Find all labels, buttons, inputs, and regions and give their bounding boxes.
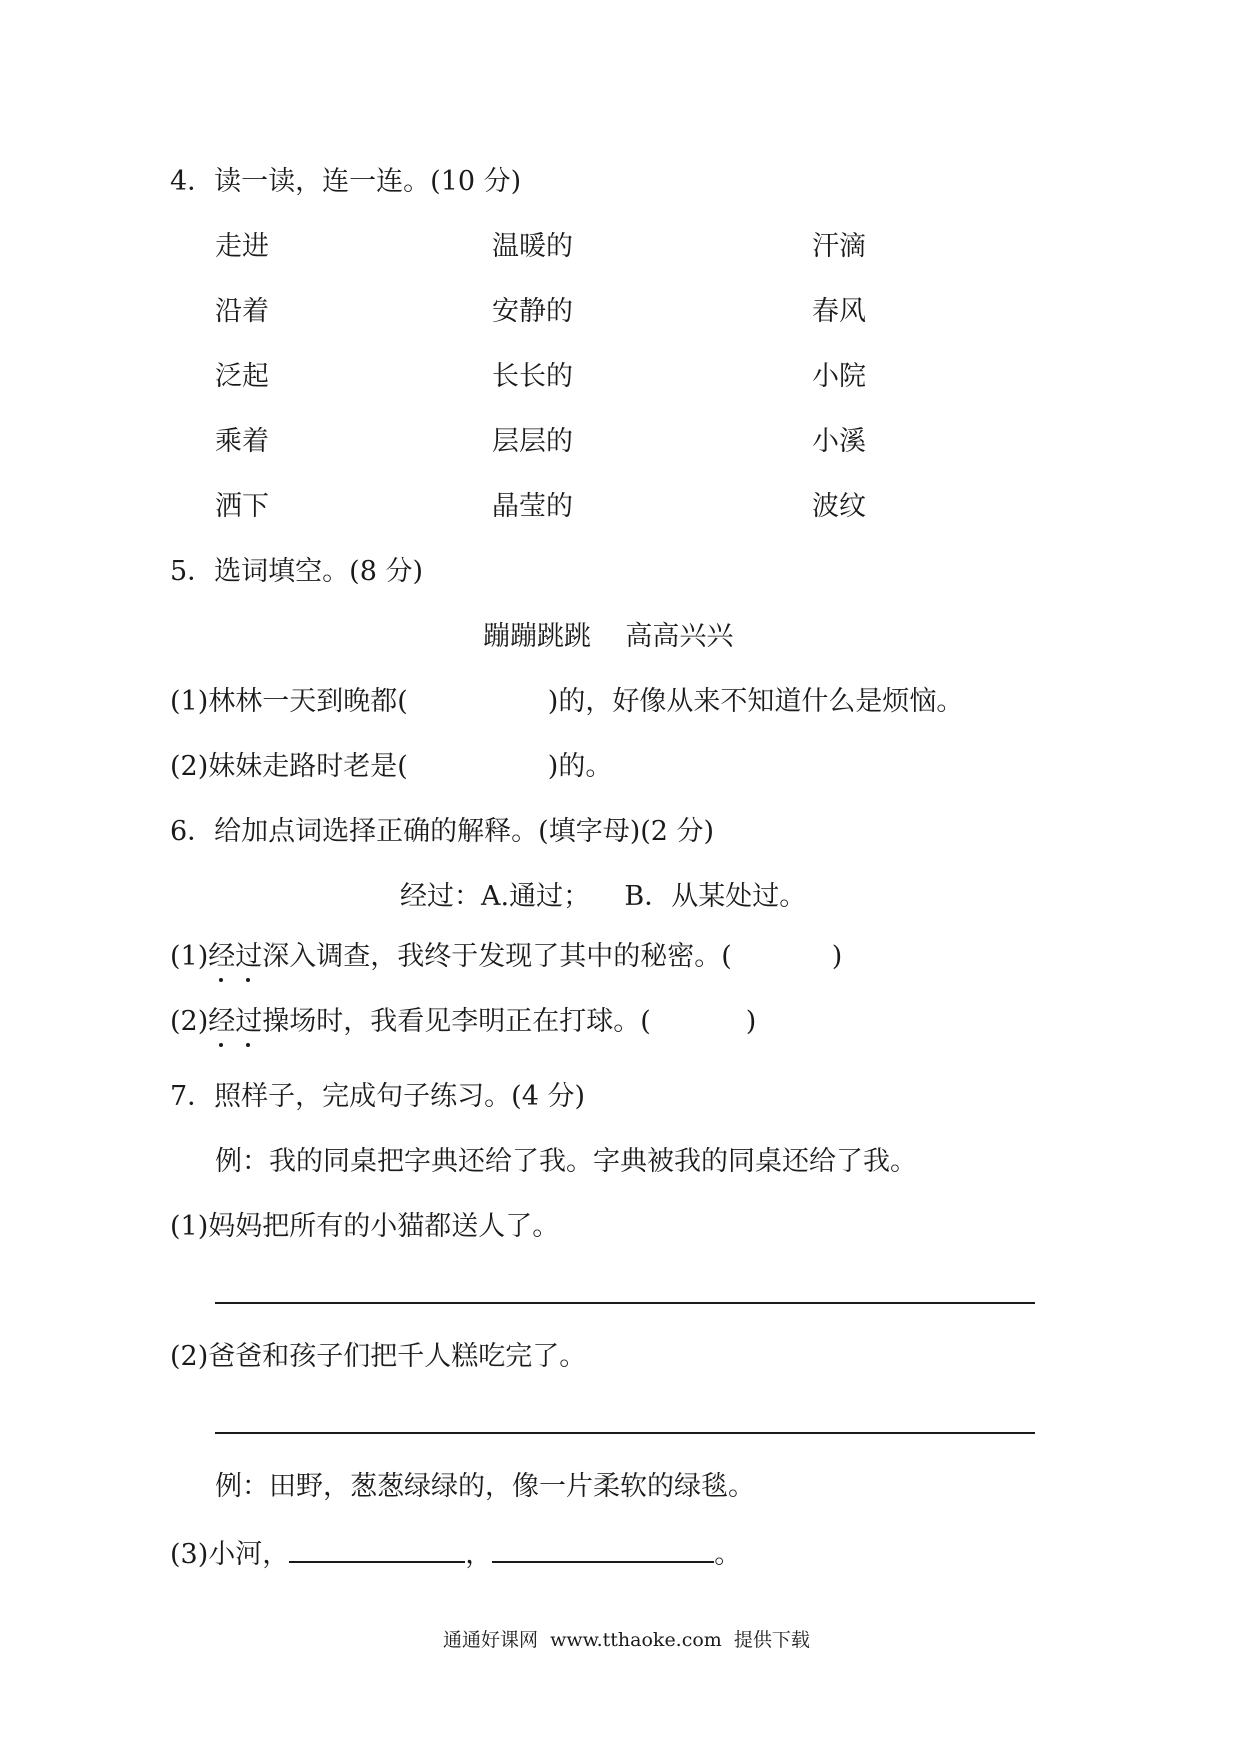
q7-answer-line-1[interactable] [215,1302,1035,1304]
q7-sentence-3 [170,1535,741,1572]
q7-example-2: 例：田野，葱葱绿绿的，像一片柔软的绿毯。 [215,1471,755,1502]
q4-col2-item: 长长的 [492,361,573,392]
q5-s2-after: )的。 [547,751,613,782]
q5-sentence-1 [170,685,963,719]
q7-sentence-2: (2)爸爸和孩子们把千人糕吃完了。 [170,1341,587,1372]
q6-s1-before: (1)经过深入调查，我终于发现了其中的秘密。( [170,941,732,972]
q4-col3-item: 小院 [812,361,866,392]
q5-s1-after: )的，好像从来不知道什么是烦恼。 [547,686,964,717]
q7-s3-end: 。 [714,1539,742,1570]
q6-sentence-2 [170,1005,756,1039]
q7-example-1: 例：我的同桌把字典还给了我。字典被我的同桌还给了我。 [215,1146,917,1177]
emphasis-dot [246,978,250,982]
q6-title: 6．给加点词选择正确的解释。(填字母)(2 分) [170,816,715,847]
q7-answer-line-2[interactable] [215,1432,1035,1434]
q5-sentence-2 [170,750,612,784]
q4-col1-item: 乘着 [215,426,269,457]
q7-s3-prefix: (3)小河， [170,1539,290,1570]
q6-definition: 经过：A.通过； B．从某处过。 [400,881,807,912]
q5-s2-before: (2)妹妹走路时老是( [170,751,408,782]
q4-col1-item: 走进 [215,231,269,262]
q4-col2-item: 晶莹的 [492,491,573,522]
q5-s1-before: (1)林林一天到晚都( [170,686,408,717]
q4-col1-item: 沿着 [215,296,269,327]
q4-title: 4．读一读，连一连。(10 分) [170,166,522,197]
q4-col3-item: 小溪 [812,426,866,457]
emphasis-dot [219,1043,223,1047]
q4-col3-item: 波纹 [812,491,866,522]
q7-sentence-1: (1)妈妈把所有的小猫都送人了。 [170,1211,560,1242]
q4-col1-item: 泛起 [215,361,269,392]
q7-s3-comma: ， [465,1539,493,1570]
q4-col2-item: 安静的 [492,296,573,327]
q4-col2-item: 层层的 [492,426,573,457]
q5-title: 5．选词填空。(8 分) [170,556,424,587]
footer-credit: 通通好课网 www.tthaoke.com 提供下载 [443,1629,810,1651]
q4-col1-item: 洒下 [215,491,269,522]
q6-s1-after: ) [831,941,843,972]
q6-s2-before: (2)经过操场时，我看见李明正在打球。( [170,1006,651,1037]
q5-word-bank: 蹦蹦跳跳 高高兴兴 [483,621,734,652]
q7-title: 7．照样子，完成句子练习。(4 分) [170,1081,586,1112]
q4-col3-item: 春风 [812,296,866,327]
q7-s3-blank-2[interactable] [492,1535,714,1563]
q6-s2-after: ) [745,1006,757,1037]
q4-col3-item: 汗滴 [812,231,866,262]
emphasis-dot [246,1043,250,1047]
q6-sentence-1 [170,940,842,974]
q7-s3-blank-1[interactable] [289,1535,465,1563]
q4-col2-item: 温暖的 [492,231,573,262]
emphasis-dot [219,978,223,982]
